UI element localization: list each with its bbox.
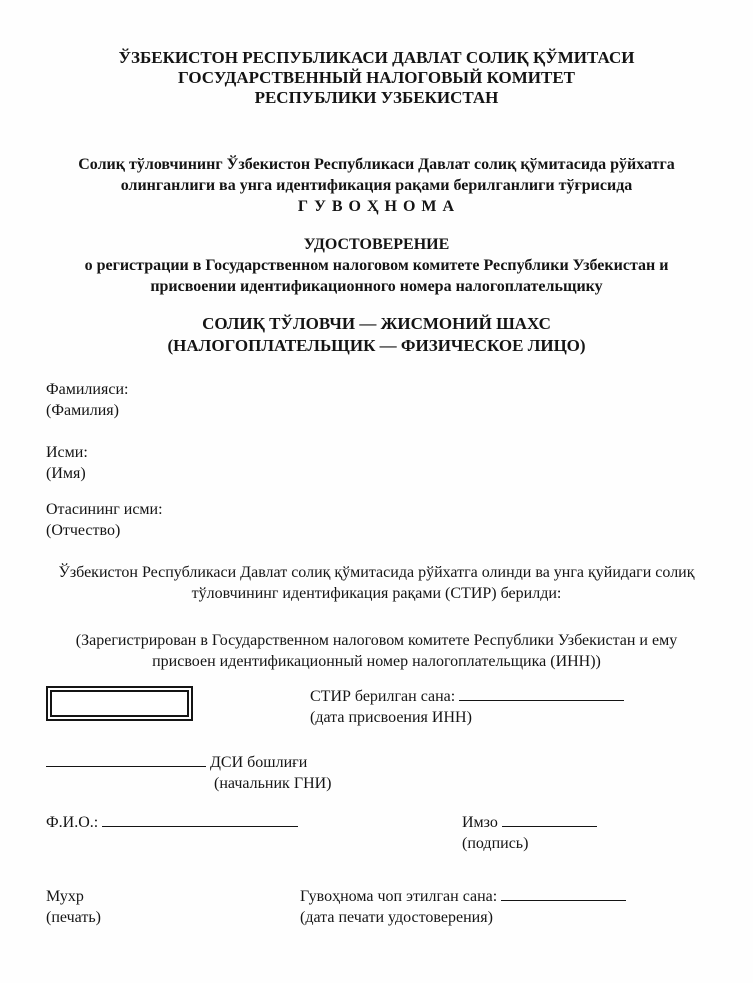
- tin-date-block: [310, 686, 624, 728]
- stamp-label-uz: Мухр: [46, 888, 84, 905]
- stamp-label-ru: (печать): [46, 909, 101, 926]
- field-name: [46, 442, 707, 484]
- field-name-label-ru: (Имя): [46, 465, 86, 482]
- certificate-title-ru: [46, 234, 707, 297]
- fio-blank: [102, 812, 298, 827]
- fio-signature-row: [46, 812, 707, 854]
- fio-label: Ф.И.О.:: [46, 814, 99, 831]
- field-name-label-uz: Исми:: [46, 444, 88, 461]
- org-name-ru-line2: РЕСПУБЛИКИ УЗБЕКИСТАН: [254, 88, 499, 107]
- document-header: [46, 48, 707, 108]
- tin-number-box: [46, 686, 193, 721]
- chief-signature-blank: [46, 752, 206, 767]
- taxpayer-type-ru: (НАЛОГОПЛАТЕЛЬЩИК — ФИЗИЧЕСКОЕ ЛИЦО): [167, 336, 586, 355]
- tin-date-label-ru: (дата присвоения ИНН): [310, 709, 472, 726]
- tin-date-label-uz: СТИР берилган сана:: [310, 688, 456, 705]
- chief-title-uz: ДСИ бошлиғи: [210, 754, 308, 771]
- chief-block: [46, 752, 707, 794]
- issue-date-label-ru: (дата печати удостоверения): [300, 909, 493, 926]
- signature-blank: [502, 812, 597, 827]
- certificate-intro-uz: Солиқ тўловчининг Ўзбекистон Республикаси Давлат солиқ қўмитасида рўйхатга олинганлиги ва унга идентификация рақами берилганлиги тўғрисида: [78, 156, 675, 194]
- signature-sub-label: (подпись): [462, 835, 529, 852]
- issue-date-blank: [501, 886, 626, 901]
- person-fields: [46, 379, 707, 541]
- tin-row: [46, 686, 707, 728]
- issue-date-block: [300, 886, 626, 928]
- org-name-ru-line1: ГОСУДАРСТВЕННЫЙ НАЛОГОВЫЙ КОМИТЕТ: [177, 68, 576, 87]
- signature-label: Имзо: [462, 814, 498, 831]
- chief-title-ru: (начальник ГНИ): [214, 775, 332, 792]
- registration-statement-uz: Ўзбекистон Республикаси Давлат солиқ қўмитасида рўйхатга олинди ва унга қуйидаги солиқ тўловчининг идентификация рақами (СТИР) берилди:: [58, 564, 695, 602]
- field-patronymic-label-uz: Отасининг исми:: [46, 501, 163, 518]
- field-patronymic: [46, 499, 707, 541]
- field-surname-label-ru: (Фамилия): [46, 402, 119, 419]
- stamp-issue-row: [46, 886, 707, 928]
- taxpayer-type-uz: СОЛИҚ ТЎЛОВЧИ — ЖИСМОНИЙ ШАХС: [202, 314, 551, 333]
- field-surname-label-uz: Фамилияси:: [46, 381, 129, 398]
- registration-statement-ru: (Зарегистрирован в Государственном налоговом комитете Республики Узбекистан и ему присвоен идентификационный номер налогоплательщика (ИНН)): [75, 632, 678, 670]
- certificate-word-uz: Г У В О Ҳ Н О М А: [297, 198, 456, 215]
- fio-block: [46, 812, 462, 833]
- certificate-intro-ru: о регистрации в Государственном налоговом комитете Республики Узбекистан и присвоении идентификационного номера налогоплательщику: [84, 257, 669, 295]
- tin-date-blank: [459, 686, 624, 701]
- tin-number-box-inner: [50, 690, 189, 717]
- org-name-uz: ЎЗБЕКИСТОН РЕСПУБЛИКАСИ ДАВЛАТ СОЛИҚ ҚЎМИТАСИ: [118, 48, 635, 67]
- field-surname: [46, 379, 707, 421]
- certificate-title-uz: [53, 154, 701, 217]
- signature-block: [462, 812, 597, 854]
- certificate-word-ru: УДОСТОВЕРЕНИЕ: [303, 236, 450, 253]
- stamp-block: [46, 886, 300, 928]
- issue-date-label-uz: Гувоҳнома чоп этилган сана:: [300, 888, 498, 905]
- taxpayer-type: [46, 313, 707, 357]
- field-patronymic-label-ru: (Отчество): [46, 522, 121, 539]
